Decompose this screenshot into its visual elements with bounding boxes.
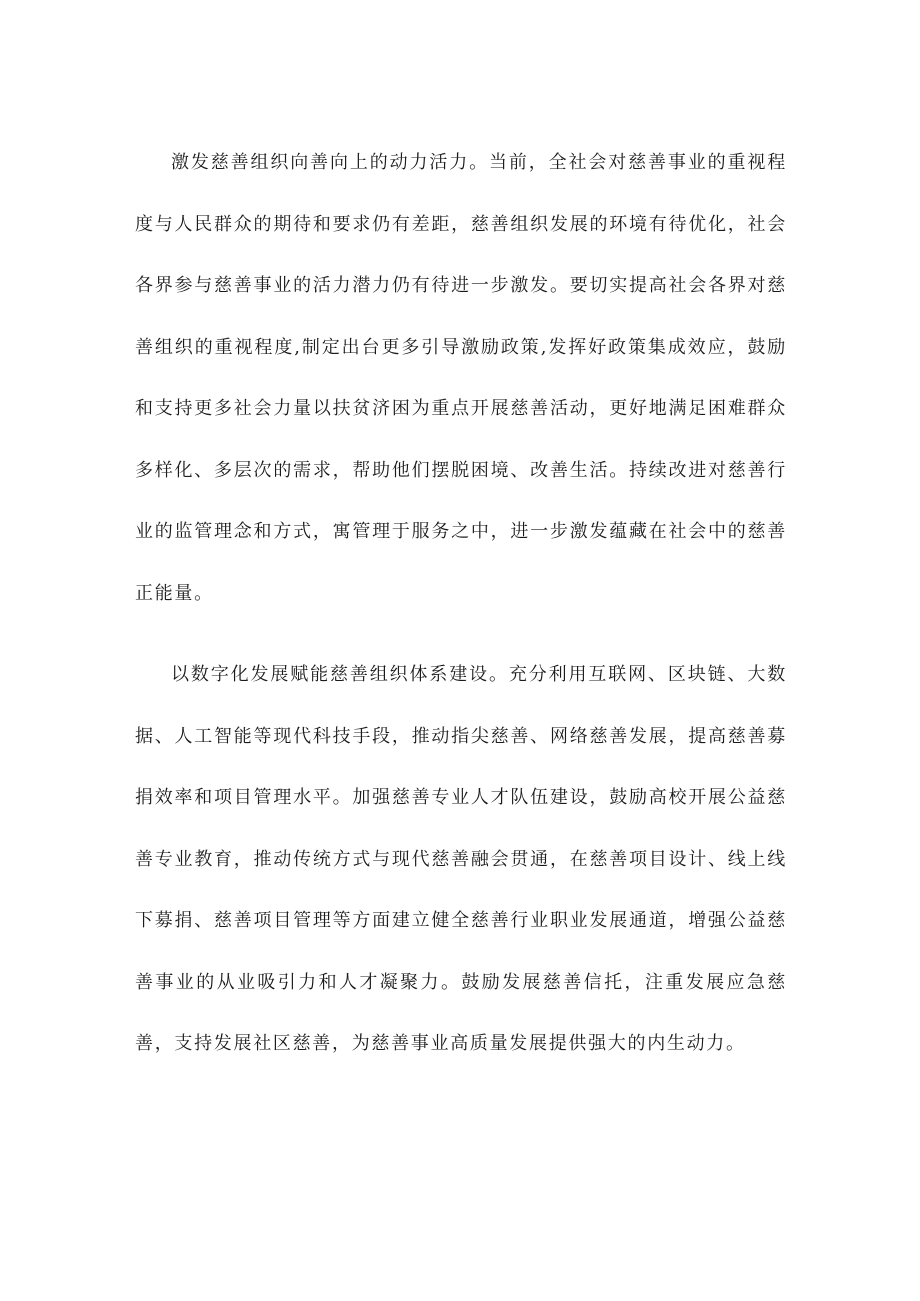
body-paragraph-1: 激发慈善组织向善向上的动力活力。当前，全社会对慈善事业的重视程度与人民群众的期待和要求仍有差距，慈善组织发展的环境有待优化，社会各界参与慈善事业的活力潜力仍有待进一步激发。要切实提高社会各界对慈善组织的重视程度,制定出台更多引导激励政策,发挥好政策集成效应，鼓励和支持更多社会力量以扶贫济困为重点开展慈善活动，更好地满足困难群众多样化、多层次的需求，帮助他们摆脱困境、改善生活。持续改进对慈善行业的监管理念和方式，寓管理于服务之中，进一步激发蕴藏在社会中的慈善正能量。 <box>135 152 787 604</box>
body-paragraph-2: 以数字化发展赋能慈善组织体系建设。充分利用互联网、区块链、大数据、人工智能等现代科技手段，推动指尖慈善、网络慈善发展，提高慈善募捐效率和项目管理水平。加强慈善专业人才队伍建设，鼓励高校开展公益慈善专业教育，推动传统方式与现代慈善融会贯通，在慈善项目设计、线上线下募捐、慈善项目管理等方面建立健全慈善行业职业发展通道，增强公益慈善事业的从业吸引力和人才凝聚力。鼓励发展慈善信托，注重发展应急慈善，支持发展社区慈善，为慈善事业高质量发展提供强大的内生动力。 <box>135 664 787 1054</box>
